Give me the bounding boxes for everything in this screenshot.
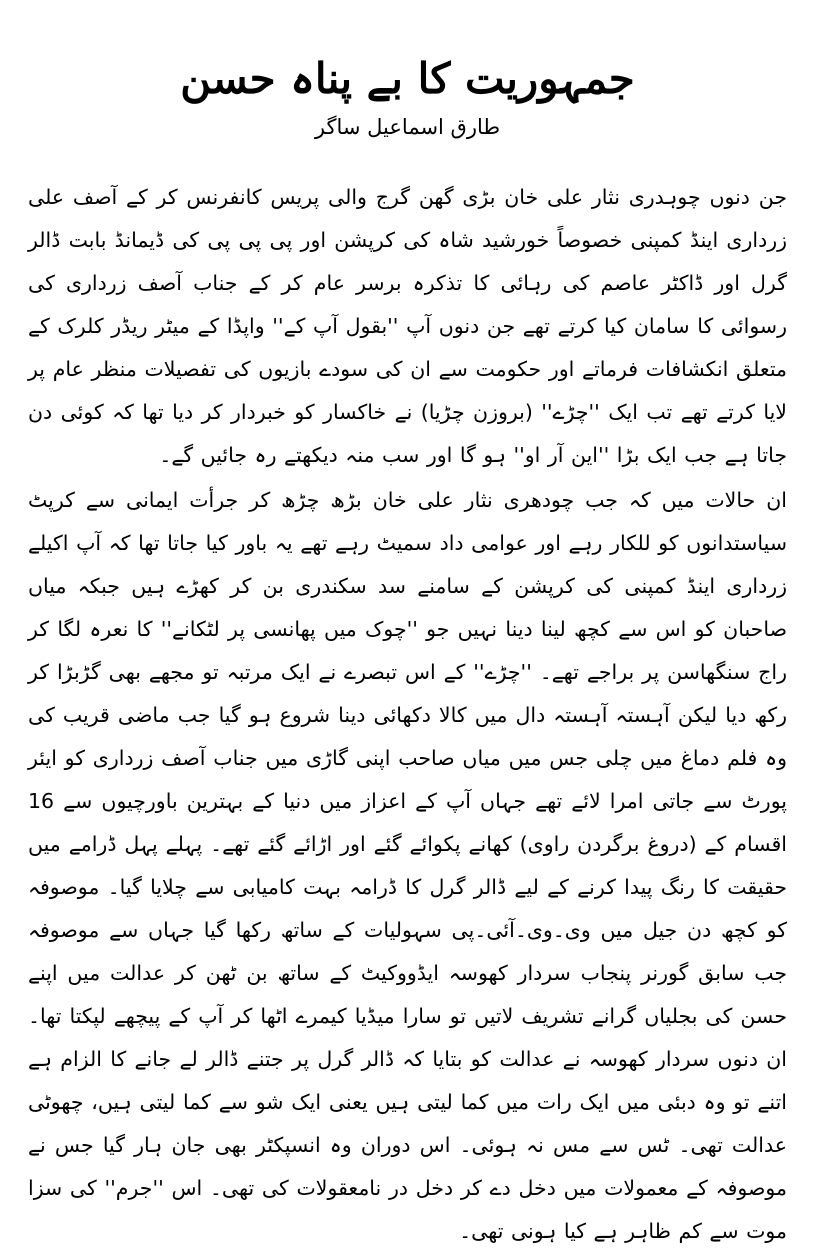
body-paragraph-2: ان حالات میں کہ جب چودھری نثار علی خان بڑھ چڑھ کر جرأت ایمانی سے کرپٹ سیاستدانوں کو للکار رہے اور عوامی داد سمیٹ رہے تھے یہ باور کیا جاتا تھا کہ آپ اکیلے زرداری اینڈ کمپنی کی کرپشن کے سامنے سد سکندری بن کر کھڑے ہیں جبکہ میاں صاحبان کو اس سے کچھ لینا دینا نہیں جو ''چوک میں پھانسی پر لٹکانے'' کا نعرہ لگا کر راج سنگھاسن پر براجے تھے۔ ''چڑے'' کے اس تبصرے نے ایک مرتبہ تو مجھے بھی گڑبڑا کر رکھ دیا لیکن آہستہ آہستہ دال میں کالا دکھائی دینا شروع ہو گیا جب ماضی قریب کی وہ فلم دماغ میں چلی جس میں میاں صاحب اپنی گاڑی میں جناب آصف زرداری کو ایئر پورٹ سے جاتی امرا لائے تھے جہاں آپ کے اعزاز میں دنیا کے بہترین باورچیوں سے 16 اقسام کے (دروغ برگردن راوی) کھانے پکوائے گئے اور اڑائے گئے تھے۔ پہلے پہل ڈرامے میں حقیقت کا رنگ پیدا کرنے کے لیے ڈالر گرل کا ڈرامہ بہت کامیابی سے چلایا گیا۔ موصوفہ کو کچھ دن جیل میں وی۔وی۔آئی۔پی سہولیات کے ساتھ رکھا گیا جہاں سے موصوفہ جب سابق گورنر پنجاب سردار کھوسہ ایڈووکیٹ کے ساتھ بن ٹھن کر عدالت میں اپنے حسن کی بجلیاں گرانے تشریف لاتیں تو سارا میڈیا کیمرے اٹھا کر آپ کے پیچھے لپکتا تھا۔ ان دنوں سردار کھوسہ نے عدالت کو بتایا کہ ڈالر گرل پر جتنے ڈالر لے جانے کا الزام ہے اتنے تو وہ دبئی میں ایک رات میں کما لیتی ہیں یعنی ایک شو سے کما لیتی ہیں، چھوٹی عدالت تھی۔ ٹس سے مس نہ ہوئی۔ اس دوران وہ انسپکٹر بھی جان ہار گیا جس نے موصوفہ کے معمولات میں دخل دے کر دخل در نامعقولات کی تھی۔ اس ''جرم'' کی سزا موت سے کم ظاہر ہے کیا ہونی تھی۔	[28, 487, 787, 1243]
body-paragraph-1: جن دنوں چوہدری نثار علی خان بڑی گھن گرج والی پریس کانفرنس کر کے آصف علی زرداری اینڈ کمپنی خصوصاً خورشید شاہ کی کرپشن اور پی پی پی کی ڈیمانڈ بابت ڈالر گرل اور ڈاکٹر عاصم کی رہائی کا تذکرہ برسر عام کر کے جناب آصف زرداری کی رسوائی کا سامان کیا کرتے تھے جن دنوں آپ ''بقول آپ کے'' واپڈا کے میٹر ریڈر کلرک کے متعلق انکشافات فرماتے اور حکومت سے ان کی سودے بازیوں کی تفصیلات منظر عام پر لایا کرتے تھے تب ایک ''چڑے'' (بروزن چڑیا) نے خاکسار کو خبردار کر دیا تھا کہ کوئی دن جاتا ہے جب ایک بڑا ''این آر او'' ہو گا اور سب منہ دیکھتے رہ جائیں گے۔	[28, 184, 787, 467]
author-byline: طارق اسماعیل ساگر	[314, 114, 501, 139]
page-title: جمہوریت کا بے پناہ حسن	[180, 54, 635, 103]
article-body	[28, 176, 787, 1253]
